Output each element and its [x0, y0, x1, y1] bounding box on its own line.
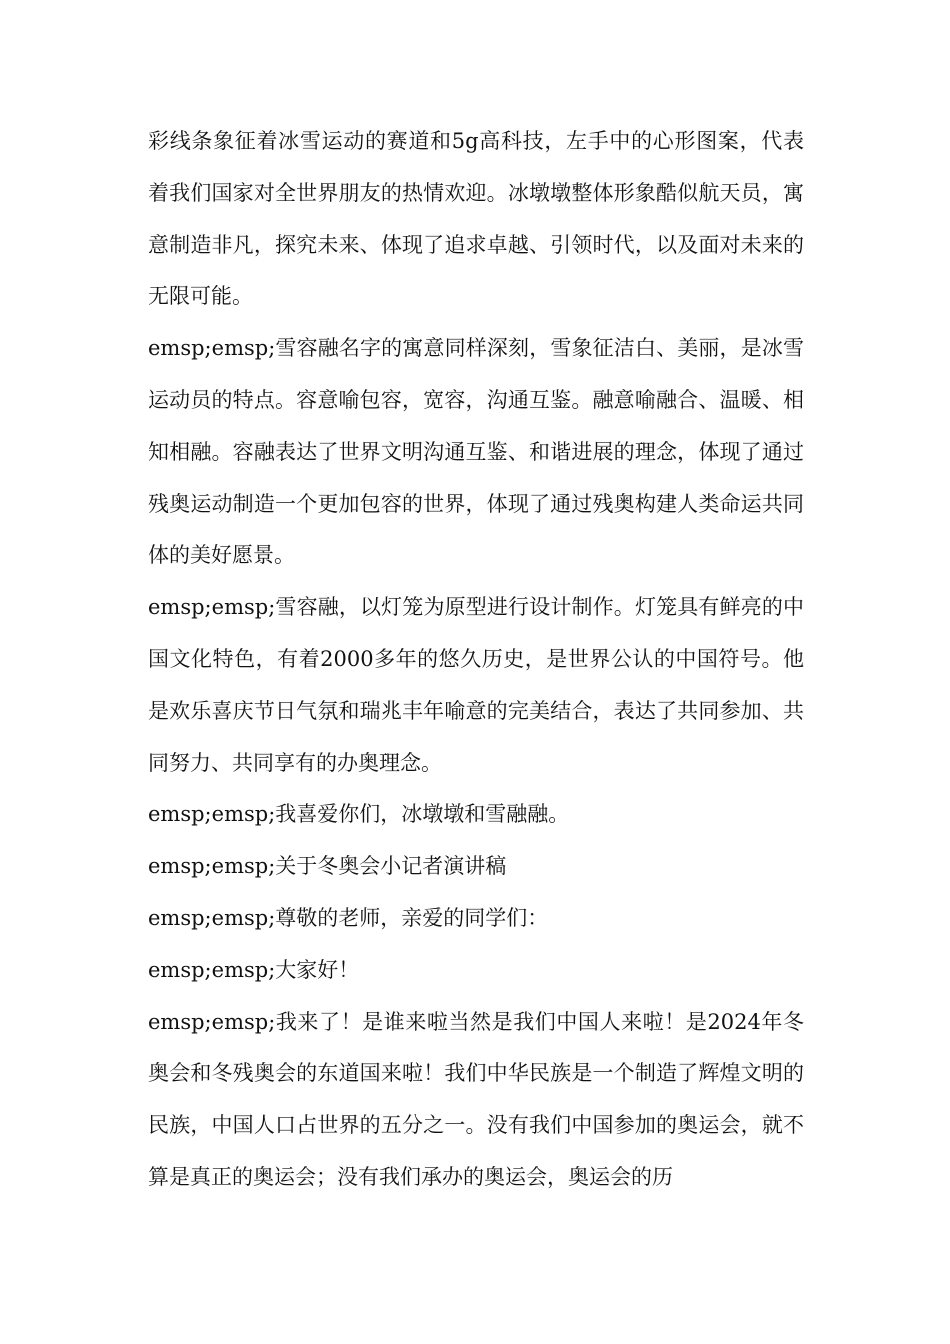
paragraph-mascot-design: 彩线条象征着冰雪运动的赛道和5g高科技，左手中的心形图案，代表着我们国家对全世界朋友的热情欢迎。冰墩墩整体形象酷似航天员，寓意制造非凡，探究未来、体现了追求卓越、引领时代，以及面对未来的无限可能。	[148, 129, 804, 309]
paragraph-speech-opening: emsp;emsp;我来了！是谁来啦当然是我们中国人来啦！是2024年冬奥会和冬残奥会的东道国来啦！我们中华民族是一个制造了辉煌文明的民族，中国人口占世界的五分之一。没有我们中国参加的奥运会，就不算是真正的奥运会；没有我们承办的奥运会，奥运会的历	[148, 1009, 804, 1189]
document-body	[148, 116, 804, 1204]
paragraph-love-mascots: emsp;emsp;我喜爱你们，冰墩墩和雪融融。	[148, 802, 570, 827]
paragraph-greeting: emsp;emsp;大家好！	[148, 957, 360, 982]
paragraph-salutation: emsp;emsp;尊敬的老师，亲爱的同学们：	[148, 905, 549, 930]
paragraph-speech-title: emsp;emsp;关于冬奥会小记者演讲稿	[148, 854, 507, 879]
paragraph-lantern-prototype: emsp;emsp;雪容融，以灯笼为原型进行设计制作。灯笼具有鲜亮的中国文化特色，有着2000多年的悠久历史，是世界公认的中国符号。他是欢乐喜庆节日气氛和瑞兆丰年喻意的完美结合，表达了共同参加、共同努力、共同享有的办奥理念。	[148, 595, 804, 775]
paragraph-xuerongrong-meaning: emsp;emsp;雪容融名字的寓意同样深刻，雪象征洁白、美丽，是冰雪运动员的特点。容意喻包容，宽容，沟通互鉴。融意喻融合、温暖、相知相融。容融表达了世界文明沟通互鉴、和谐进展的理念，体现了通过残奥运动制造一个更加包容的世界，体现了通过残奥构建人类命运共同体的美好愿景。	[148, 336, 804, 568]
